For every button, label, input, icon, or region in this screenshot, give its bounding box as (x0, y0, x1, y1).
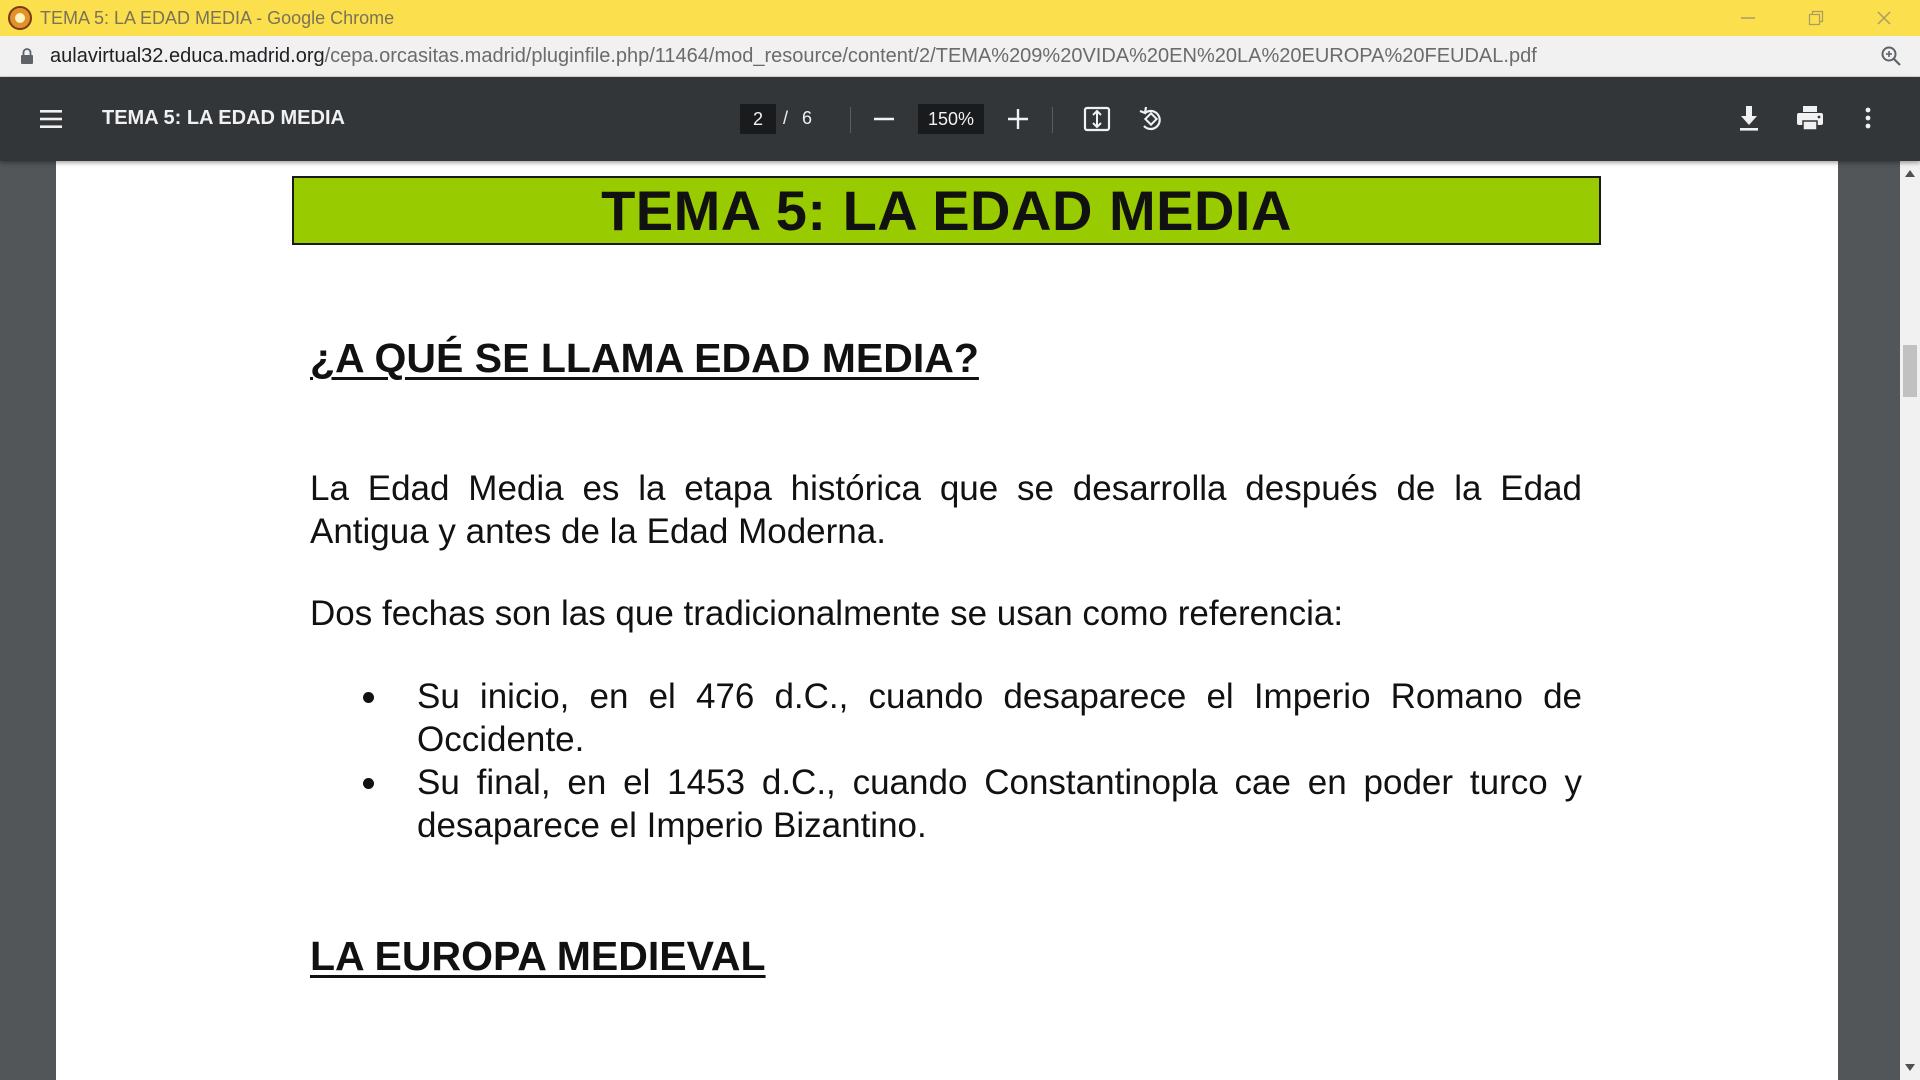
page-total: 6 (802, 108, 813, 128)
zoom-level-input[interactable]: 150% (918, 104, 984, 134)
close-button[interactable] (1856, 0, 1912, 36)
rotate-icon[interactable] (1136, 104, 1166, 134)
toolbar-divider (1052, 107, 1053, 133)
paragraph: Dos fechas son las que tradicionalmente se usan como referencia: (310, 594, 1344, 633)
zoom-out-button[interactable] (870, 105, 898, 133)
scroll-down-arrow-icon[interactable] (1900, 1060, 1920, 1074)
bullet-icon (363, 692, 374, 703)
url-path: /cepa.orcasitas.madrid/pluginfile.php/11464/mod_resource/content/2/TEMA%209%20VIDA%20EN%20LA%20EUROPA%20FEUDAL.pdf (324, 45, 1537, 67)
restore-button[interactable] (1788, 0, 1844, 36)
paragraph: La Edad Media es la etapa histórica que se desarrolla después de la Edad Antigua y antes de la Edad Moderna. (310, 469, 1582, 551)
toolbar-divider (850, 107, 851, 133)
pdf-page (56, 161, 1838, 1080)
pdf-toolbar (0, 77, 1920, 161)
section-heading: LA EUROPA MEDIEVAL (310, 933, 766, 979)
list-item-text: Su final, en el 1453 d.C., cuando Constantinopla cae en poder turco y desaparece el Imperio Bizantino. (417, 763, 1582, 845)
lock-icon[interactable] (18, 47, 36, 65)
banner-title: TEMA 5: LA EDAD MEDIA (601, 179, 1292, 242)
scrollbar[interactable] (1900, 161, 1920, 1080)
zoom-in-button[interactable] (1004, 105, 1032, 133)
window-titlebar (0, 0, 1920, 36)
print-icon[interactable] (1794, 103, 1826, 133)
section-heading: ¿A QUÉ SE LLAMA EDAD MEDIA? (310, 335, 979, 381)
date-list (310, 675, 1582, 847)
list-item (310, 675, 1582, 761)
pdf-viewer[interactable] (0, 161, 1900, 1080)
zoom-icon[interactable] (1880, 45, 1902, 67)
minimize-button[interactable] (1720, 0, 1776, 36)
close-icon (1876, 10, 1892, 26)
app-logo-icon (8, 6, 32, 30)
list-item-text: Su inicio, en el 476 d.C., cuando desaparece el Imperio Romano de Occidente. (417, 677, 1582, 759)
page-number-input[interactable]: 2 (740, 104, 776, 134)
scroll-up-arrow-icon[interactable] (1900, 167, 1920, 181)
bullet-icon (363, 778, 374, 789)
address-bar[interactable] (0, 36, 1920, 77)
page-separator: / (783, 108, 789, 128)
menu-icon[interactable] (36, 105, 66, 133)
window-title: TEMA 5: LA EDAD MEDIA - Google Chrome (40, 8, 395, 28)
list-item (310, 761, 1582, 847)
restore-icon (1808, 10, 1824, 26)
title-banner (292, 176, 1601, 245)
minimize-icon (1740, 10, 1756, 26)
url-text[interactable] (50, 45, 1537, 68)
url-host: aulavirtual32.educa.madrid.org (50, 45, 325, 67)
download-icon[interactable] (1734, 103, 1764, 133)
scroll-thumb[interactable] (1903, 345, 1917, 397)
fit-to-page-icon[interactable] (1082, 105, 1112, 133)
more-vert-icon[interactable] (1858, 103, 1878, 133)
document-title: TEMA 5: LA EDAD MEDIA (102, 107, 345, 129)
